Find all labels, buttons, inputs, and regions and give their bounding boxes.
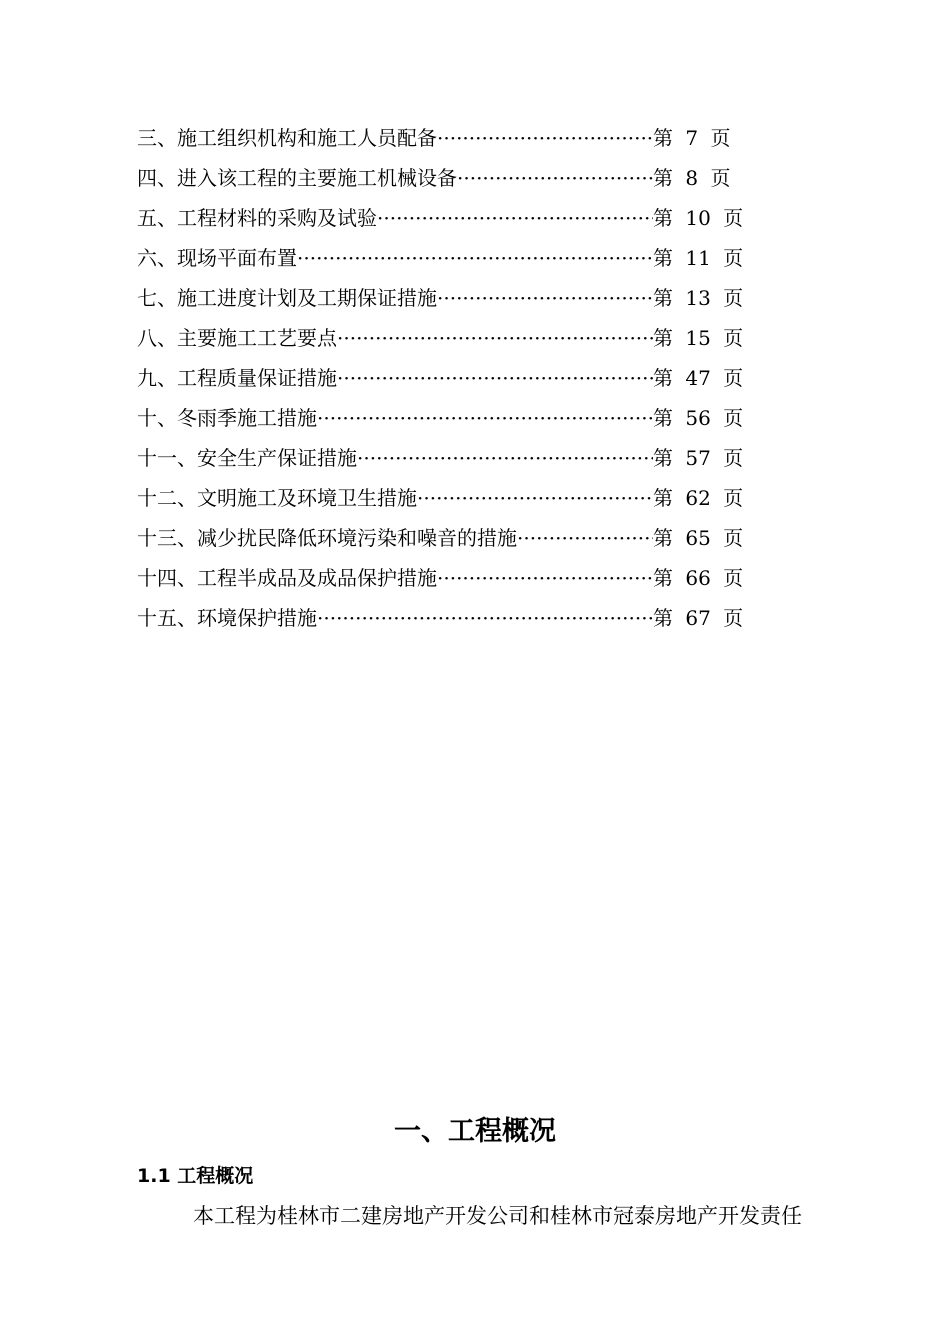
toc-entry[interactable] [137, 278, 744, 318]
toc-entry-title: 三、施工组织机构和施工人员配备 [137, 126, 437, 150]
toc-entry-title: 八、主要施工工艺要点 [137, 326, 337, 350]
toc-entry[interactable] [137, 558, 744, 598]
toc-entry[interactable] [137, 438, 744, 478]
toc-entry[interactable] [137, 238, 744, 278]
section-title: 1.1 工程概况 [137, 1165, 254, 1187]
toc-entry-title: 六、现场平面布置 [137, 246, 297, 270]
toc-entry-page: 第 56 页 [653, 406, 744, 430]
toc-entry-page: 第 10 页 [653, 206, 744, 230]
toc-entry-title: 十、冬雨季施工措施 [137, 406, 317, 430]
toc-entry-title: 十一、安全生产保证措施 [137, 446, 357, 470]
toc-entry[interactable] [137, 118, 741, 158]
toc-entry-page: 第 67 页 [653, 606, 744, 630]
toc-entry-page: 第 47 页 [653, 366, 744, 390]
toc-leader-dots [377, 198, 653, 238]
toc-entry-title: 十三、减少扰民降低环境污染和噪音的措施 [137, 526, 517, 550]
toc-entry-page: 第 8 页 [653, 166, 731, 190]
toc-leader-dots [337, 358, 653, 398]
toc-leader-dots [457, 158, 653, 198]
toc-entry-page: 第 7 页 [653, 126, 731, 150]
toc-entry-page: 第 62 页 [653, 486, 744, 510]
toc-entry-title: 十二、文明施工及环境卫生措施 [137, 486, 417, 510]
toc-leader-dots [517, 518, 653, 558]
toc-entry[interactable] [137, 398, 744, 438]
toc-entry[interactable] [137, 478, 744, 518]
toc-leader-dots [297, 238, 653, 278]
body-paragraph: 本工程为桂林市二建房地产开发公司和桂林市冠泰房地产开发责任 [193, 1204, 802, 1228]
toc-entry-title: 四、进入该工程的主要施工机械设备 [137, 166, 457, 190]
table-of-contents [137, 118, 744, 638]
toc-leader-dots [417, 478, 653, 518]
toc-leader-dots [437, 278, 653, 318]
toc-entry[interactable] [137, 198, 744, 238]
toc-entry-page: 第 13 页 [653, 286, 744, 310]
toc-entry-title: 九、工程质量保证措施 [137, 366, 337, 390]
toc-entry-page: 第 11 页 [653, 246, 744, 270]
toc-entry-page: 第 15 页 [653, 326, 744, 350]
toc-entry-page: 第 57 页 [653, 446, 744, 470]
toc-leader-dots [437, 558, 653, 598]
toc-leader-dots [437, 118, 653, 158]
toc-entry-title: 十五、环境保护措施 [137, 606, 317, 630]
toc-entry-title: 五、工程材料的采购及试验 [137, 206, 377, 230]
toc-entry-title: 十四、工程半成品及成品保护措施 [137, 566, 437, 590]
toc-entry[interactable] [137, 158, 741, 198]
toc-entry[interactable] [137, 358, 744, 398]
chapter-title: 一、工程概况 [394, 1116, 556, 1147]
toc-leader-dots [357, 438, 653, 478]
toc-entry[interactable] [137, 518, 744, 558]
toc-leader-dots [317, 598, 653, 638]
toc-entry[interactable] [137, 318, 744, 358]
toc-leader-dots [317, 398, 653, 438]
toc-entry-title: 七、施工进度计划及工期保证措施 [137, 286, 437, 310]
toc-entry-page: 第 65 页 [653, 526, 744, 550]
toc-entry-page: 第 66 页 [653, 566, 744, 590]
toc-leader-dots [337, 318, 653, 358]
toc-entry[interactable] [137, 598, 744, 638]
